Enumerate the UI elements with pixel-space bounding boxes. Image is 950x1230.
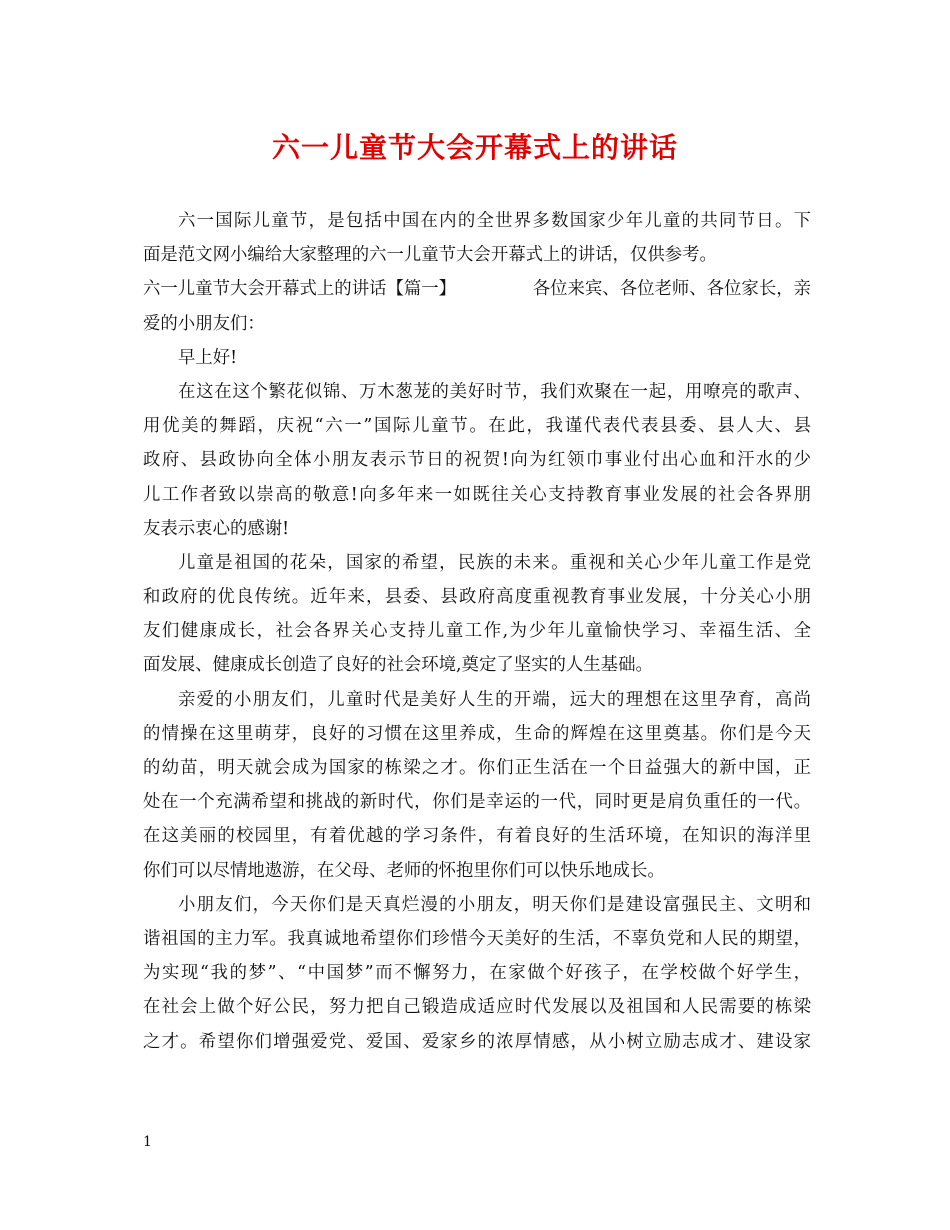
paragraph-line: 为实现“我的梦”、“中国梦”而不懈努力，在家做个好孩子，在学校做个好学生， (143, 963, 811, 984)
document-title: 六一儿童节大会开幕式上的讲话 (271, 131, 678, 164)
paragraph-line: 谐祖国的主力军。我真诚地希望你们珍惜今天美好的生活，不辜负党和人民的期望， (143, 928, 811, 949)
greeting-text: 各位来宾、各位老师、各位家长，亲 (532, 279, 811, 300)
paragraph-line: 用优美的舞蹈，庆祝“六一”国际儿童节。在此，我谨代表代表县委、县人大、县 (143, 416, 811, 437)
paragraph-line: 在社会上做个好公民，努力把自己锻造成适应时代发展以及祖国和人民需要的栋梁 (143, 997, 811, 1018)
document-body (143, 204, 811, 1059)
paragraph-line: 友们健康成长，社会各界关心支持儿童工作,为少年儿童愉快学习、幸福生活、全 (143, 621, 811, 642)
paragraph-line: 的情操在这里萌芽，良好的习惯在这里养成，生命的辉煌在这里奠基。你们是今天 (143, 723, 811, 744)
paragraph-line: 在这美丽的校园里，有着优越的学习条件，有着良好的生活环境，在知识的海洋里 (143, 826, 811, 847)
paragraph-line: 儿工作者致以崇高的敬意!向多年来一如既往关心支持教育事业发展的社会各界朋 (143, 484, 811, 505)
paragraph-line: 你们可以尽情地遨游，在父母、老师的怀抱里你们可以快乐地成长。 (143, 860, 665, 881)
paragraph-line: 的幼苗，明天就会成为国家的栋梁之才。你们正生活在一个日益强大的新中国，正 (143, 758, 811, 778)
paragraph-line: 面是范文网小编给大家整理的六一儿童节大会开幕式上的讲话，仅供参考。 (143, 245, 717, 266)
paragraph-line: 六一国际儿童节，是包括中国在内的全世界多数国家少年儿童的共同节日。下 (178, 211, 811, 231)
paragraph-line: 爱的小朋友们： (143, 313, 265, 334)
paragraph-line: 在这在这个繁花似锦、万木葱茏的美好时节，我们欢聚在一起，用嘹亮的歌声、 (178, 381, 811, 402)
paragraph-line: 小朋友们，今天你们是天真烂漫的小朋友，明天你们是建设富强民主、文明和 (178, 894, 811, 915)
paragraph-line: 之才。希望你们增强爱党、爱国、爱家乡的浓厚情感，从小树立励志成才、建设家 (143, 1031, 811, 1052)
paragraph-line: 亲爱的小朋友们，儿童时代是美好人生的开端，远大的理想在这里孕育，高尚 (178, 689, 811, 710)
paragraph-line: 和政府的优良传统。近年来，县委、县政府高度重视教育事业发展，十分关心小朋 (143, 587, 811, 608)
paragraph-line: 早上好! (178, 347, 238, 368)
paragraph-line: 儿童是祖国的花朵，国家的希望，民族的未来。重视和关心少年儿童工作是党 (178, 552, 811, 573)
paragraph-line: 处在一个充满希望和挑战的新时代，你们是幸运的一代，同时更是肩负重任的一代。 (143, 792, 811, 813)
paragraph-line: 友表示衷心的感谢! (143, 518, 290, 539)
section-heading-line (143, 272, 811, 306)
paragraph-line: 政府、县政协向全体小朋友表示节日的祝贺!向为红领巾事业付出心血和汗水的少 (143, 450, 811, 471)
page-number: 1 (143, 1134, 152, 1150)
paragraph-line: 面发展、健康成长创造了良好的社会环境,奠定了坚实的人生基础。 (143, 655, 653, 676)
section-heading: 六一儿童节大会开幕式上的讲话【篇一】 (143, 279, 457, 300)
